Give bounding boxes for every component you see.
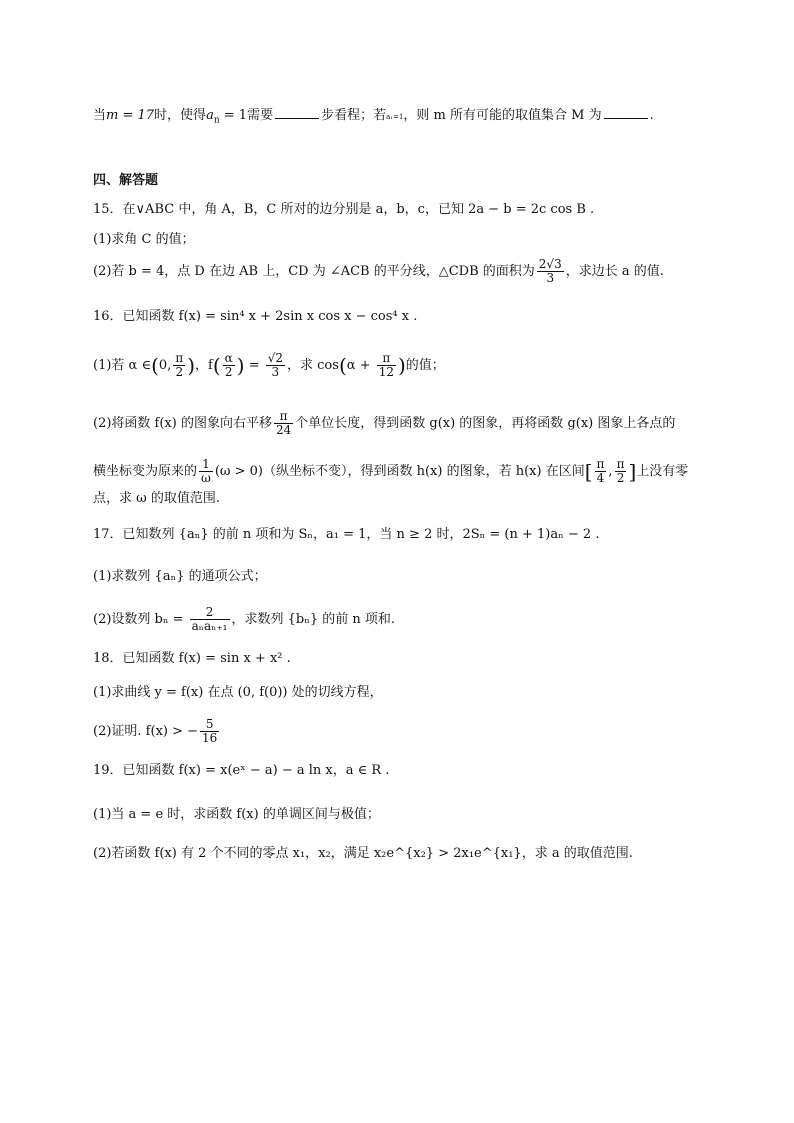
q16-text: 上没有零 bbox=[636, 464, 689, 479]
q18-text: (2)证明. f(x) > − bbox=[93, 724, 199, 739]
q16-part1 bbox=[93, 352, 445, 379]
q16-part2-line3: 点，求 ω 的取值范围. bbox=[93, 491, 220, 506]
fraction-numerator: 5 bbox=[200, 718, 219, 732]
q15-part2-text: (2)若 b = 4，点 D 在边 AB 上，CD 为 ∠ACB 的平分线，△CDB 的面积为 bbox=[93, 264, 535, 279]
fraction bbox=[595, 458, 607, 485]
paren: ) bbox=[397, 353, 406, 378]
fraction-denominator: ω bbox=[201, 471, 211, 485]
q16-text: ，求 cos bbox=[287, 358, 339, 373]
fill-text: . bbox=[649, 108, 654, 123]
fraction bbox=[200, 718, 219, 745]
q16-text: = bbox=[244, 358, 264, 373]
section-title: 四、解答题 bbox=[93, 173, 159, 188]
fill-text: = 1 bbox=[219, 108, 248, 123]
q16-text: 的值； bbox=[405, 358, 445, 373]
fill-text: 需要 bbox=[247, 108, 274, 123]
fraction-numerator: π bbox=[377, 352, 396, 366]
q18-stem: 18．已知函数 f(x) = sin x + x² . bbox=[93, 651, 291, 666]
fraction-denominator: 12 bbox=[378, 365, 394, 379]
fraction-numerator: π bbox=[175, 351, 184, 365]
q19-part2: (2)若函数 f(x) 有 2 个不同的零点 x₁，x₂，满足 x₂e^{x₂} > 2x₁e^{x₁}，求 a 的取值范围. bbox=[93, 846, 633, 861]
fraction-denominator: 3 bbox=[271, 365, 280, 379]
fill-text: 时，使得 bbox=[154, 108, 207, 123]
paren: ) bbox=[236, 353, 245, 378]
fraction-numerator: π bbox=[616, 457, 625, 471]
q18-part1: (1)求曲线 y = f(x) 在点 (0, f(0)) 处的切线方程， bbox=[93, 685, 383, 700]
answer-blank bbox=[275, 106, 319, 119]
q19-stem: 19．已知函数 f(x) = x(eˣ − a) − a ln x，a ∈ R . bbox=[93, 763, 390, 778]
fraction-numerator: π bbox=[596, 457, 605, 471]
comma: , bbox=[608, 464, 613, 479]
q17-part1: (1)求数列 {aₙ} 的通项公式； bbox=[93, 569, 267, 584]
fraction-numerator: α bbox=[224, 351, 233, 365]
fraction bbox=[615, 458, 627, 485]
fraction-denominator: 16 bbox=[202, 731, 218, 745]
fill-text: n bbox=[213, 115, 220, 126]
paren: ( bbox=[151, 353, 159, 378]
fraction-denominator: 4 bbox=[596, 471, 605, 485]
paren: ( bbox=[338, 353, 347, 378]
fraction-numerator: 1 bbox=[199, 458, 213, 472]
bracket: ] bbox=[628, 459, 637, 484]
q16-text: 个单位长度，得到函数 g(x) 的图象，再将函数 g(x) 图象上各点的 bbox=[295, 416, 676, 431]
q15-stem: 15．在∨ABC 中，角 A，B，C 所对的边分别是 a，b，c，已知 2a − b = 2c cos B . bbox=[93, 202, 595, 217]
fraction-numerator: 2√3 bbox=[538, 257, 562, 271]
fraction bbox=[266, 352, 285, 379]
q18-part2 bbox=[93, 718, 221, 745]
q16-text: α + bbox=[346, 358, 375, 373]
fill-text: 当 bbox=[93, 108, 107, 123]
q16-text: 横坐标变为原来的 bbox=[93, 464, 198, 479]
fraction bbox=[199, 458, 213, 485]
fill-in-question bbox=[93, 106, 654, 130]
q17-text: (2)设数列 bₙ = bbox=[93, 612, 188, 627]
fraction bbox=[377, 352, 396, 379]
q17-stem: 17．已知数列 {aₙ} 的前 n 项和为 Sₙ，a₁ = 1，当 n ≥ 2 时，2Sₙ = (n + 1)aₙ − 2 . bbox=[93, 527, 600, 542]
q16-part2-line1 bbox=[93, 410, 675, 437]
fraction bbox=[537, 258, 564, 285]
q19-part1: (1)当 a = e 时，求函数 f(x) 的单调区间与极值； bbox=[93, 807, 380, 822]
fraction-numerator: √2 bbox=[267, 351, 284, 365]
fraction-denominator: 24 bbox=[275, 423, 292, 437]
fraction-denominator: 2 bbox=[224, 365, 233, 379]
fraction-denominator: aₙaₙ₊₁ bbox=[191, 619, 228, 633]
fraction bbox=[223, 352, 235, 379]
fill-text: a bbox=[206, 108, 214, 123]
q16-stem: 16．已知函数 f(x) = sin⁴ x + 2sin x cos x − cos⁴ x . bbox=[93, 309, 418, 324]
q16-text: ，f bbox=[195, 358, 213, 373]
q16-part2-line2 bbox=[93, 458, 688, 485]
fill-text: ，则 m 所有可能的取值集合 M 为 bbox=[403, 108, 602, 123]
fill-text: a₁=1 bbox=[386, 113, 404, 121]
q17-part2 bbox=[93, 606, 395, 633]
paren: ( bbox=[212, 353, 221, 378]
fraction-numerator: π bbox=[274, 410, 293, 424]
q16-text: 0, bbox=[158, 358, 172, 373]
fraction bbox=[274, 410, 293, 437]
fraction bbox=[190, 606, 230, 633]
fill-text: m = 17 bbox=[106, 108, 155, 123]
fraction-denominator: 3 bbox=[546, 271, 555, 285]
q16-text: (ω > 0)（纵坐标不变），得到函数 h(x) 的图象，若 h(x) 在区间 bbox=[214, 464, 585, 479]
fill-text: 步看程；若 bbox=[321, 108, 387, 123]
q15-part1: (1)求角 C 的值； bbox=[93, 232, 195, 247]
fraction-denominator: 2 bbox=[175, 365, 184, 379]
q16-text: (2)将函数 f(x) 的图象向右平移 bbox=[93, 416, 272, 431]
bracket: [ bbox=[584, 459, 593, 484]
q15-part2-text: ，求边长 a 的值. bbox=[565, 264, 664, 279]
paren: ) bbox=[187, 353, 196, 378]
fraction bbox=[173, 352, 185, 379]
answer-blank bbox=[604, 106, 648, 119]
fraction-numerator: 2 bbox=[190, 606, 230, 620]
q16-text: (1)若 α ∈ bbox=[93, 358, 152, 373]
fraction-denominator: 2 bbox=[616, 471, 625, 485]
q15-part2 bbox=[93, 258, 664, 285]
q17-text: ，求数列 {bₙ} 的前 n 项和. bbox=[231, 612, 396, 627]
